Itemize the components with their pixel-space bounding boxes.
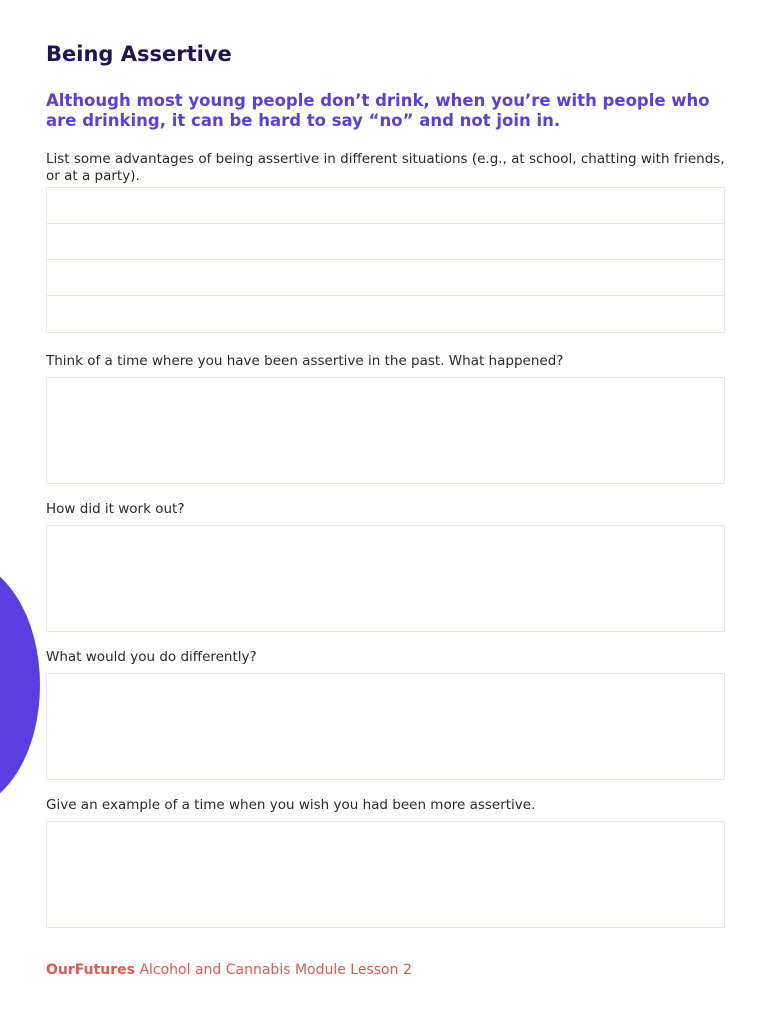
answer-line-2[interactable] (47, 224, 724, 260)
question-5-answer-box[interactable] (46, 821, 725, 928)
question-4-answer-box[interactable] (46, 673, 725, 780)
intro-text: Although most young people don’t drink, when you’re with people who are drinking, it can be hard to say “no” and not join in. (46, 91, 710, 130)
footer (46, 962, 412, 978)
answer-line-1[interactable] (47, 188, 724, 224)
answer-line-4[interactable] (47, 296, 724, 332)
question-1-answer-list (46, 187, 725, 333)
decorative-circle (0, 560, 40, 810)
answer-line-3[interactable] (47, 260, 724, 296)
question-3-prompt: How did it work out? (46, 501, 185, 517)
question-4-prompt: What would you do differently? (46, 649, 257, 665)
footer-brand: OurFutures (46, 962, 135, 978)
footer-module-text: Alcohol and Cannabis Module Lesson 2 (135, 962, 412, 978)
question-1-prompt: List some advantages of being assertive in different situations (e.g., at school, chatting with friends, or at a party). (46, 151, 725, 184)
question-3-answer-box[interactable] (46, 525, 725, 632)
question-2-answer-box[interactable] (46, 377, 725, 484)
question-2-prompt: Think of a time where you have been assertive in the past. What happened? (46, 353, 564, 369)
page-title: Being Assertive (46, 42, 232, 66)
question-5-prompt: Give an example of a time when you wish you had been more assertive. (46, 797, 536, 813)
